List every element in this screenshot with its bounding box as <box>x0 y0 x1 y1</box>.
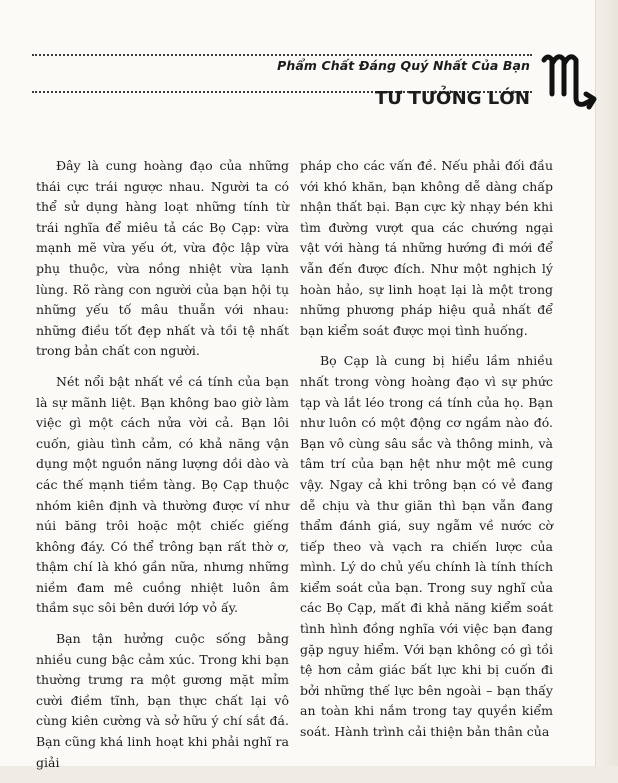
paragraph: Nét nổi bật nhất về cá tính của bạn là sự mãnh liệt. Bạn không bao giờ làm việc gì một cách nửa vời cả. Bạn lôi cuốn, giàu tình cảm, có khả năng vận dụng một nguồn năng lượng dồi dào và các thế mạnh tiềm tàng. Bọ Cạp thuộc nhóm kiên định và thường được ví như núi băng trôi hoặc một chiếc giếng không đáy. Có thể trông bạn rất thờ ơ, thậm chí là khó gần nữa, nhưng những niềm đam mê cuồng nhiệt luôn âm thầm sục sôi bên dưới lớp vỏ ấy. <box>36 373 289 616</box>
paragraph: Bọ Cạp là cung bị hiểu lầm nhiều nhất trong vòng hoàng đạo vì sự phức tạp và lắt léo trong cá tính của họ. Bạn như luôn có một động cơ ngầm nào đó. Bạn vô cùng sâu sắc và thông minh, và tâm trí của bạn hệt như một mê cung vậy. Ngay cả khi trông bạn có vẻ đang dễ chịu và thư giãn thì bạn vẫn đang thẩm đánh giá, suy ngẫm về nước cờ tiếp theo và vạch ra chiến lược của mình. Lý do chủ yếu chính là tính thích kiểm soát của bạn. Trong suy nghĩ của các Bọ Cạp, mất đi khả năng kiểm soát tình hình đồng nghĩa với việc bạn đang gặp nguy hiểm. Với bạn không có gì tồi tệ hơn cảm giác bất lực khi bị cuốn đi bởi những thế lực bên ngoài – bạn thấy an toàn khi nắm trong tay quyền kiểm soát. Hành trình cải thiện bản thân của <box>300 353 553 740</box>
text-column-right <box>300 156 553 753</box>
paragraph-continued: pháp cho các vấn đề. Nếu phải đối đầu với khó khăn, bạn không dễ dàng chấp nhận thất bại. Bạn cực kỳ nhạy bén khi tìm đường vượt qua các chướng ngại vật với hàng tá những hướng đi mới để vẫn đến được đích. Như một nghịch lý hoàn hảo, sự linh hoạt lại là một trong những phương pháp hiệu quả nhất để bạn kiểm soát được mọi tình huống. <box>300 158 553 338</box>
text-column-left <box>36 156 289 783</box>
facing-page-edge <box>595 0 618 766</box>
running-title: Phẩm Chất Đáng Quý Nhất Của Bạn <box>277 58 530 73</box>
paragraph: Bạn tận hưởng cuộc sống bằng nhiều cung bậc cảm xúc. Trong khi bạn thường trưng ra một gương mặt mỉm cười điềm tĩnh, bạn thực chất lại vô cùng kiên cường và sở hữu ý chí sắt đá. Bạn cũng khá linh hoạt khi phải nghĩ ra giải <box>36 631 289 770</box>
header-dotted-rule-top <box>32 54 532 56</box>
chapter-title: TƯ TƯỞNG LỚN <box>375 88 530 109</box>
paragraph: Đây là cung hoàng đạo của những thái cực trái ngược nhau. Người ta có thể sử dụng hàng loạt những tính từ trái nghĩa để miêu tả các Bọ Cạp: vừa mạnh mẽ vừa yếu ớt, vừa độc lập vừa phụ thuộc, vừa nồng nhiệt vừa lạnh lùng. Rõ ràng con người của bạn hội tụ những yếu tố mâu thuẫn với nhau: những điều tốt đẹp nhất và tồi tệ nhất trong bản chất con người. <box>36 158 289 359</box>
scorpio-glyph-icon <box>538 40 602 112</box>
